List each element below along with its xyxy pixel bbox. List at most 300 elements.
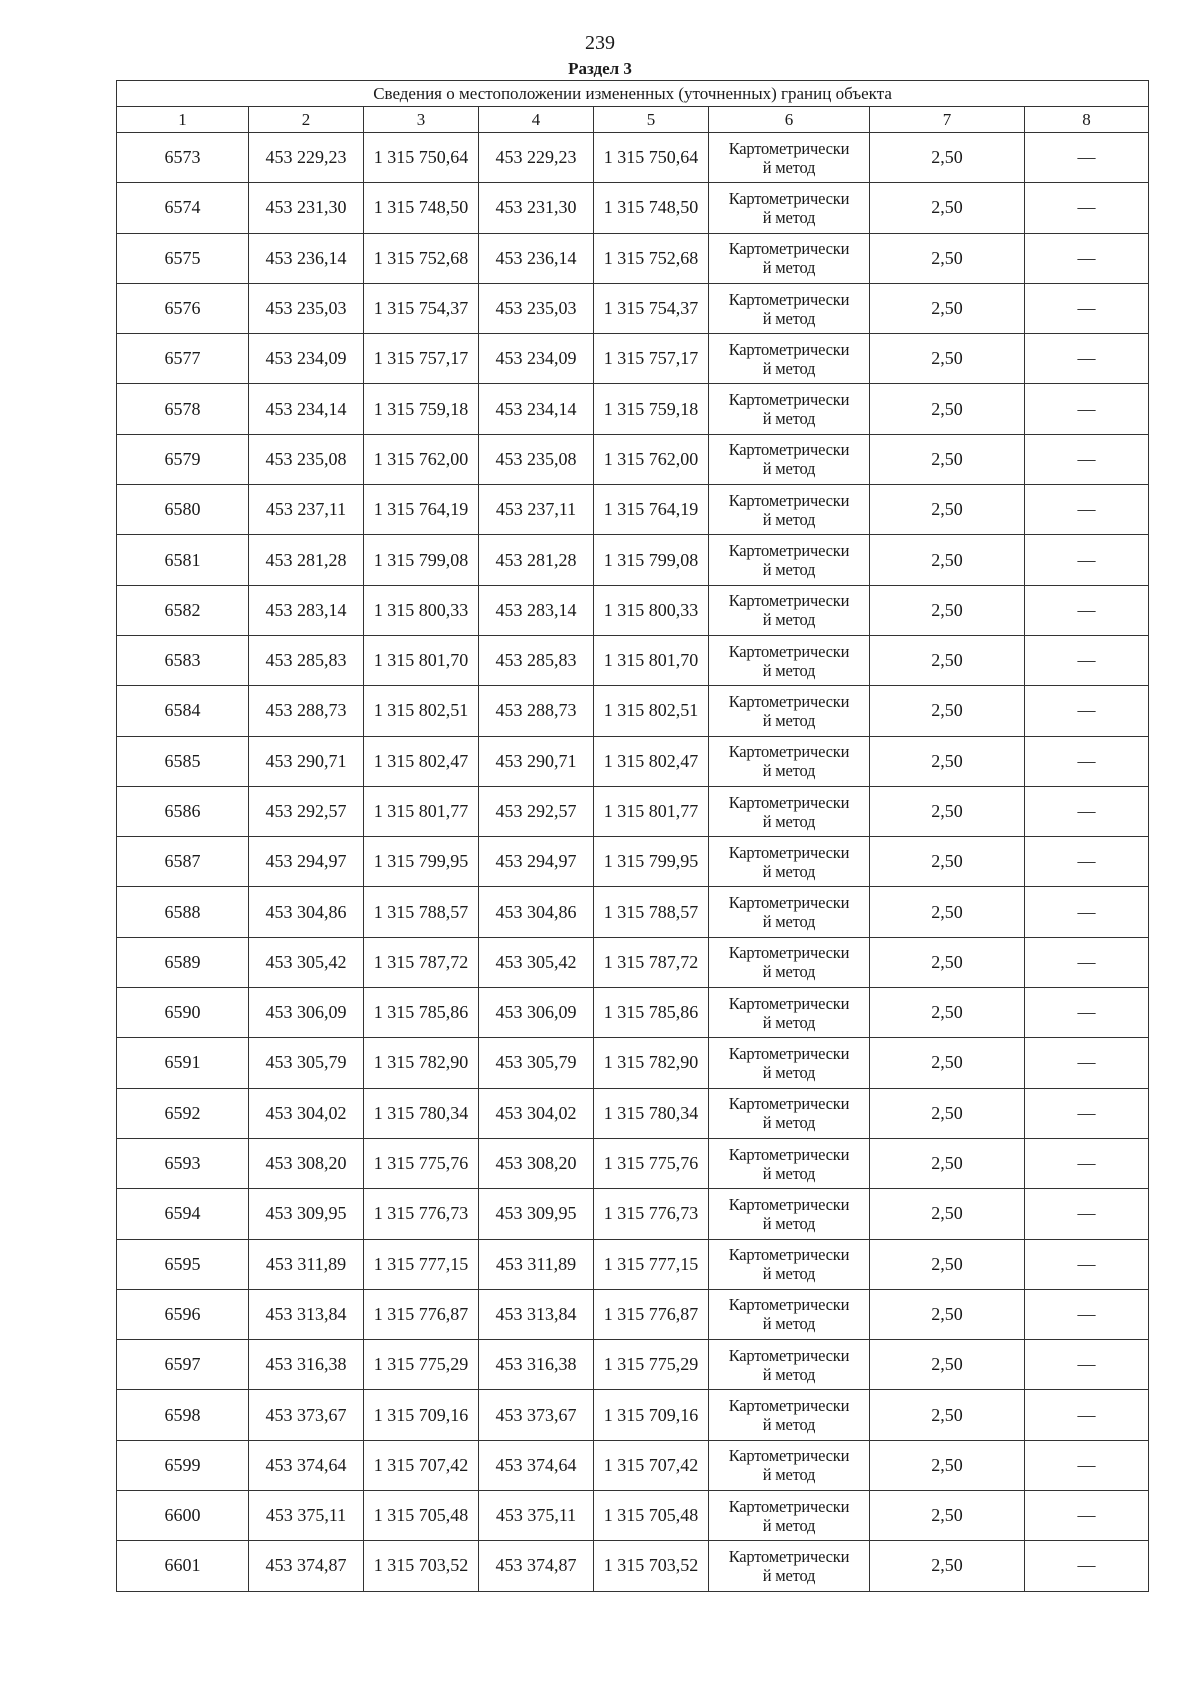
y-refined-cell: 1 315 748,50 <box>594 183 709 233</box>
precision-cell: 2,50 <box>870 1038 1025 1088</box>
y-refined-cell: 1 315 787,72 <box>594 937 709 987</box>
y-existing-cell: 1 315 787,72 <box>364 937 479 987</box>
y-existing-cell: 1 315 788,57 <box>364 887 479 937</box>
empty-mark-cell: — <box>1025 1491 1149 1541</box>
y-refined-cell: 1 315 776,87 <box>594 1289 709 1339</box>
y-existing-cell: 1 315 782,90 <box>364 1038 479 1088</box>
x-existing-cell: 453 234,14 <box>249 384 364 434</box>
table-row <box>117 1189 1149 1239</box>
method-cell <box>709 233 870 283</box>
empty-mark-cell: — <box>1025 837 1149 887</box>
x-refined-cell: 453 281,28 <box>479 535 594 585</box>
point-number-cell: 6594 <box>117 1189 249 1239</box>
x-refined-cell: 453 235,03 <box>479 283 594 333</box>
y-refined-cell: 1 315 782,90 <box>594 1038 709 1088</box>
precision-cell: 2,50 <box>870 535 1025 585</box>
method-line-1: Картометрически <box>728 289 850 309</box>
method-line-2: й метод <box>762 409 816 429</box>
method-cell <box>709 1038 870 1088</box>
method-line-2: й метод <box>762 207 816 227</box>
precision-cell: 2,50 <box>870 937 1025 987</box>
precision-cell: 2,50 <box>870 988 1025 1038</box>
y-refined-cell: 1 315 775,29 <box>594 1340 709 1390</box>
table-row <box>117 686 1149 736</box>
method-line-1: Картометрически <box>728 490 850 510</box>
precision-cell: 2,50 <box>870 1440 1025 1490</box>
column-header: 2 <box>249 107 364 133</box>
method-line-2: й метод <box>762 1565 816 1585</box>
x-existing-cell: 453 304,02 <box>249 1088 364 1138</box>
method-cell <box>709 1239 870 1289</box>
column-header: 7 <box>870 107 1025 133</box>
table-row <box>117 434 1149 484</box>
x-existing-cell: 453 313,84 <box>249 1289 364 1339</box>
method-line-1: Картометрически <box>728 1245 850 1265</box>
method-cell <box>709 1189 870 1239</box>
method-line-1: Картометрически <box>728 1043 850 1063</box>
y-refined-cell: 1 315 757,17 <box>594 334 709 384</box>
empty-mark-cell: — <box>1025 686 1149 736</box>
method-line-1: Картометрически <box>728 591 850 611</box>
empty-mark-cell: — <box>1025 1189 1149 1239</box>
method-cell <box>709 635 870 685</box>
section-title: Раздел 3 <box>568 59 632 78</box>
empty-mark-cell: — <box>1025 736 1149 786</box>
x-existing-cell: 453 374,87 <box>249 1541 364 1591</box>
x-existing-cell: 453 281,28 <box>249 535 364 585</box>
x-existing-cell: 453 237,11 <box>249 485 364 535</box>
precision-cell: 2,50 <box>870 837 1025 887</box>
empty-mark-cell: — <box>1025 485 1149 535</box>
y-existing-cell: 1 315 776,73 <box>364 1189 479 1239</box>
precision-cell: 2,50 <box>870 233 1025 283</box>
table-row <box>117 133 1149 183</box>
method-cell <box>709 1541 870 1591</box>
x-refined-cell: 453 306,09 <box>479 988 594 1038</box>
table-row <box>117 1440 1149 1490</box>
table-row <box>117 635 1149 685</box>
method-line-1: Картометрически <box>728 188 850 208</box>
precision-cell: 2,50 <box>870 1239 1025 1289</box>
x-existing-cell: 453 308,20 <box>249 1138 364 1188</box>
x-existing-cell: 453 283,14 <box>249 585 364 635</box>
y-existing-cell: 1 315 764,19 <box>364 485 479 535</box>
method-cell <box>709 1138 870 1188</box>
point-number-cell: 6578 <box>117 384 249 434</box>
x-refined-cell: 453 283,14 <box>479 585 594 635</box>
y-refined-cell: 1 315 762,00 <box>594 434 709 484</box>
method-line-2: й метод <box>762 1415 816 1435</box>
method-line-1: Картометрически <box>728 1295 850 1315</box>
point-number-cell: 6598 <box>117 1390 249 1440</box>
empty-mark-cell: — <box>1025 384 1149 434</box>
y-existing-cell: 1 315 752,68 <box>364 233 479 283</box>
table-row <box>117 585 1149 635</box>
y-existing-cell: 1 315 780,34 <box>364 1088 479 1138</box>
point-number-cell: 6576 <box>117 283 249 333</box>
method-line-2: й метод <box>762 258 816 278</box>
table-row <box>117 1491 1149 1541</box>
table-row <box>117 1340 1149 1390</box>
x-existing-cell: 453 288,73 <box>249 686 364 736</box>
empty-mark-cell: — <box>1025 1038 1149 1088</box>
y-existing-cell: 1 315 775,29 <box>364 1340 479 1390</box>
method-cell <box>709 1088 870 1138</box>
precision-cell: 2,50 <box>870 686 1025 736</box>
empty-mark-cell: — <box>1025 937 1149 987</box>
empty-mark-cell: — <box>1025 434 1149 484</box>
method-line-2: й метод <box>762 358 816 378</box>
x-existing-cell: 453 309,95 <box>249 1189 364 1239</box>
y-refined-cell: 1 315 788,57 <box>594 887 709 937</box>
method-line-1: Картометрически <box>728 842 850 862</box>
method-cell <box>709 485 870 535</box>
method-line-1: Картометрически <box>728 1496 850 1516</box>
x-refined-cell: 453 375,11 <box>479 1491 594 1541</box>
precision-cell: 2,50 <box>870 1289 1025 1339</box>
empty-mark-cell: — <box>1025 1239 1149 1289</box>
method-line-2: й метод <box>762 660 816 680</box>
method-cell <box>709 887 870 937</box>
y-existing-cell: 1 315 754,37 <box>364 283 479 333</box>
y-refined-cell: 1 315 785,86 <box>594 988 709 1038</box>
point-number-cell: 6592 <box>117 1088 249 1138</box>
y-refined-cell: 1 315 799,08 <box>594 535 709 585</box>
method-line-2: й метод <box>762 610 816 630</box>
table-body <box>117 133 1149 1592</box>
method-cell <box>709 1289 870 1339</box>
precision-cell: 2,50 <box>870 1491 1025 1541</box>
method-line-2: й метод <box>762 459 816 479</box>
table-row <box>117 1138 1149 1188</box>
y-refined-cell: 1 315 709,16 <box>594 1390 709 1440</box>
method-cell <box>709 434 870 484</box>
y-refined-cell: 1 315 752,68 <box>594 233 709 283</box>
precision-cell: 2,50 <box>870 887 1025 937</box>
method-line-1: Картометрически <box>728 993 850 1013</box>
empty-mark-cell: — <box>1025 887 1149 937</box>
y-existing-cell: 1 315 776,87 <box>364 1289 479 1339</box>
x-refined-cell: 453 235,08 <box>479 434 594 484</box>
method-line-1: Картометрически <box>728 339 850 359</box>
column-header: 5 <box>594 107 709 133</box>
y-existing-cell: 1 315 801,77 <box>364 786 479 836</box>
method-line-2: й метод <box>762 1163 816 1183</box>
precision-cell: 2,50 <box>870 283 1025 333</box>
method-cell <box>709 937 870 987</box>
y-existing-cell: 1 315 775,76 <box>364 1138 479 1188</box>
method-line-2: й метод <box>762 1213 816 1233</box>
x-refined-cell: 453 229,23 <box>479 133 594 183</box>
point-number-cell: 6585 <box>117 736 249 786</box>
precision-cell: 2,50 <box>870 1541 1025 1591</box>
point-number-cell: 6590 <box>117 988 249 1038</box>
column-number-row <box>117 107 1149 133</box>
x-refined-cell: 453 236,14 <box>479 233 594 283</box>
empty-mark-cell: — <box>1025 1440 1149 1490</box>
x-existing-cell: 453 229,23 <box>249 133 364 183</box>
method-cell <box>709 1340 870 1390</box>
x-existing-cell: 453 235,08 <box>249 434 364 484</box>
method-line-2: й метод <box>762 811 816 831</box>
method-cell <box>709 1440 870 1490</box>
x-refined-cell: 453 374,64 <box>479 1440 594 1490</box>
table-row <box>117 283 1149 333</box>
x-refined-cell: 453 231,30 <box>479 183 594 233</box>
point-number-cell: 6593 <box>117 1138 249 1188</box>
y-refined-cell: 1 315 802,51 <box>594 686 709 736</box>
method-line-1: Картометрически <box>728 1094 850 1114</box>
point-number-cell: 6587 <box>117 837 249 887</box>
precision-cell: 2,50 <box>870 334 1025 384</box>
table-row <box>117 535 1149 585</box>
method-line-2: й метод <box>762 1364 816 1384</box>
empty-mark-cell: — <box>1025 334 1149 384</box>
empty-mark-cell: — <box>1025 1541 1149 1591</box>
point-number-cell: 6573 <box>117 133 249 183</box>
empty-mark-cell: — <box>1025 535 1149 585</box>
table-caption: Сведения о местоположении измененных (уточненных) границ объекта <box>117 81 1149 107</box>
empty-mark-cell: — <box>1025 283 1149 333</box>
y-refined-cell: 1 315 780,34 <box>594 1088 709 1138</box>
y-refined-cell: 1 315 764,19 <box>594 485 709 535</box>
y-existing-cell: 1 315 800,33 <box>364 585 479 635</box>
method-line-1: Картометрически <box>728 641 850 661</box>
empty-mark-cell: — <box>1025 183 1149 233</box>
y-refined-cell: 1 315 800,33 <box>594 585 709 635</box>
precision-cell: 2,50 <box>870 384 1025 434</box>
method-line-1: Картометрически <box>728 1144 850 1164</box>
method-line-1: Картометрически <box>728 239 850 259</box>
method-line-2: й метод <box>762 509 816 529</box>
point-number-cell: 6582 <box>117 585 249 635</box>
y-existing-cell: 1 315 748,50 <box>364 183 479 233</box>
table-row <box>117 786 1149 836</box>
x-refined-cell: 453 316,38 <box>479 1340 594 1390</box>
column-header: 1 <box>117 107 249 133</box>
y-existing-cell: 1 315 757,17 <box>364 334 479 384</box>
method-line-2: й метод <box>762 1515 816 1535</box>
method-line-1: Картометрически <box>728 1345 850 1365</box>
method-cell <box>709 183 870 233</box>
column-header: 6 <box>709 107 870 133</box>
x-existing-cell: 453 235,03 <box>249 283 364 333</box>
x-refined-cell: 453 288,73 <box>479 686 594 736</box>
x-refined-cell: 453 304,02 <box>479 1088 594 1138</box>
y-existing-cell: 1 315 707,42 <box>364 1440 479 1490</box>
method-line-1: Картометрически <box>728 390 850 410</box>
point-number-cell: 6596 <box>117 1289 249 1339</box>
column-header: 8 <box>1025 107 1149 133</box>
x-existing-cell: 453 290,71 <box>249 736 364 786</box>
y-existing-cell: 1 315 799,08 <box>364 535 479 585</box>
precision-cell: 2,50 <box>870 183 1025 233</box>
x-existing-cell: 453 292,57 <box>249 786 364 836</box>
x-existing-cell: 453 374,64 <box>249 1440 364 1490</box>
method-cell <box>709 736 870 786</box>
x-refined-cell: 453 234,09 <box>479 334 594 384</box>
y-existing-cell: 1 315 802,47 <box>364 736 479 786</box>
table-row <box>117 233 1149 283</box>
method-line-2: й метод <box>762 861 816 881</box>
point-number-cell: 6577 <box>117 334 249 384</box>
method-cell <box>709 786 870 836</box>
method-line-2: й метод <box>762 962 816 982</box>
table-row <box>117 988 1149 1038</box>
x-existing-cell: 453 311,89 <box>249 1239 364 1289</box>
x-refined-cell: 453 374,87 <box>479 1541 594 1591</box>
x-refined-cell: 453 237,11 <box>479 485 594 535</box>
x-existing-cell: 453 285,83 <box>249 635 364 685</box>
x-refined-cell: 453 234,14 <box>479 384 594 434</box>
x-refined-cell: 453 313,84 <box>479 1289 594 1339</box>
empty-mark-cell: — <box>1025 1138 1149 1188</box>
method-line-2: й метод <box>762 308 816 328</box>
empty-mark-cell: — <box>1025 1088 1149 1138</box>
point-number-cell: 6583 <box>117 635 249 685</box>
x-refined-cell: 453 304,86 <box>479 887 594 937</box>
empty-mark-cell: — <box>1025 635 1149 685</box>
point-number-cell: 6581 <box>117 535 249 585</box>
x-refined-cell: 453 305,42 <box>479 937 594 987</box>
table-row <box>117 1390 1149 1440</box>
column-header: 3 <box>364 107 479 133</box>
precision-cell: 2,50 <box>870 1088 1025 1138</box>
point-number-cell: 6595 <box>117 1239 249 1289</box>
y-refined-cell: 1 315 754,37 <box>594 283 709 333</box>
method-cell <box>709 837 870 887</box>
x-existing-cell: 453 375,11 <box>249 1491 364 1541</box>
point-number-cell: 6601 <box>117 1541 249 1591</box>
point-number-cell: 6579 <box>117 434 249 484</box>
empty-mark-cell: — <box>1025 233 1149 283</box>
x-refined-cell: 453 309,95 <box>479 1189 594 1239</box>
y-existing-cell: 1 315 709,16 <box>364 1390 479 1440</box>
point-number-cell: 6591 <box>117 1038 249 1088</box>
method-line-1: Картометрически <box>728 691 850 711</box>
method-cell <box>709 334 870 384</box>
y-existing-cell: 1 315 777,15 <box>364 1239 479 1289</box>
method-cell <box>709 535 870 585</box>
x-refined-cell: 453 373,67 <box>479 1390 594 1440</box>
table-row <box>117 937 1149 987</box>
method-cell <box>709 384 870 434</box>
table-row <box>117 334 1149 384</box>
point-number-cell: 6600 <box>117 1491 249 1541</box>
x-refined-cell: 453 308,20 <box>479 1138 594 1188</box>
method-line-1: Картометрически <box>728 943 850 963</box>
precision-cell: 2,50 <box>870 585 1025 635</box>
precision-cell: 2,50 <box>870 133 1025 183</box>
method-line-2: й метод <box>762 560 816 580</box>
method-cell <box>709 585 870 635</box>
y-refined-cell: 1 315 703,52 <box>594 1541 709 1591</box>
y-refined-cell: 1 315 799,95 <box>594 837 709 887</box>
method-line-2: й метод <box>762 1314 816 1334</box>
point-number-cell: 6599 <box>117 1440 249 1490</box>
point-number-cell: 6597 <box>117 1340 249 1390</box>
method-line-1: Картометрически <box>728 1396 850 1416</box>
x-existing-cell: 453 304,86 <box>249 887 364 937</box>
table-row <box>117 1541 1149 1591</box>
x-existing-cell: 453 231,30 <box>249 183 364 233</box>
precision-cell: 2,50 <box>870 434 1025 484</box>
empty-mark-cell: — <box>1025 133 1149 183</box>
point-number-cell: 6589 <box>117 937 249 987</box>
y-refined-cell: 1 315 776,73 <box>594 1189 709 1239</box>
x-refined-cell: 453 290,71 <box>479 736 594 786</box>
point-number-cell: 6588 <box>117 887 249 937</box>
y-refined-cell: 1 315 705,48 <box>594 1491 709 1541</box>
coordinates-table <box>116 80 1149 1592</box>
table-row <box>117 837 1149 887</box>
point-number-cell: 6584 <box>117 686 249 736</box>
y-refined-cell: 1 315 777,15 <box>594 1239 709 1289</box>
y-refined-cell: 1 315 801,70 <box>594 635 709 685</box>
method-line-2: й метод <box>762 1113 816 1133</box>
table-row <box>117 887 1149 937</box>
point-number-cell: 6574 <box>117 183 249 233</box>
y-existing-cell: 1 315 799,95 <box>364 837 479 887</box>
x-refined-cell: 453 311,89 <box>479 1239 594 1289</box>
y-refined-cell: 1 315 802,47 <box>594 736 709 786</box>
empty-mark-cell: — <box>1025 1340 1149 1390</box>
empty-mark-cell: — <box>1025 786 1149 836</box>
x-refined-cell: 453 285,83 <box>479 635 594 685</box>
x-existing-cell: 453 294,97 <box>249 837 364 887</box>
y-refined-cell: 1 315 801,77 <box>594 786 709 836</box>
table-row <box>117 1289 1149 1339</box>
point-number-cell: 6580 <box>117 485 249 535</box>
point-number-cell: 6575 <box>117 233 249 283</box>
table-row <box>117 183 1149 233</box>
x-refined-cell: 453 292,57 <box>479 786 594 836</box>
method-cell <box>709 1491 870 1541</box>
y-existing-cell: 1 315 759,18 <box>364 384 479 434</box>
column-header: 4 <box>479 107 594 133</box>
point-number-cell: 6586 <box>117 786 249 836</box>
method-line-1: Картометрически <box>728 1194 850 1214</box>
x-existing-cell: 453 305,42 <box>249 937 364 987</box>
method-line-1: Картометрически <box>728 138 850 158</box>
method-cell <box>709 1390 870 1440</box>
method-line-2: й метод <box>762 1465 816 1485</box>
precision-cell: 2,50 <box>870 485 1025 535</box>
y-refined-cell: 1 315 750,64 <box>594 133 709 183</box>
method-line-1: Картометрически <box>728 440 850 460</box>
y-existing-cell: 1 315 785,86 <box>364 988 479 1038</box>
x-existing-cell: 453 234,09 <box>249 334 364 384</box>
precision-cell: 2,50 <box>870 635 1025 685</box>
precision-cell: 2,50 <box>870 736 1025 786</box>
y-existing-cell: 1 315 703,52 <box>364 1541 479 1591</box>
y-refined-cell: 1 315 775,76 <box>594 1138 709 1188</box>
y-existing-cell: 1 315 750,64 <box>364 133 479 183</box>
method-cell <box>709 133 870 183</box>
table-row <box>117 1239 1149 1289</box>
method-line-1: Картометрически <box>728 742 850 762</box>
method-line-2: й метод <box>762 1012 816 1032</box>
precision-cell: 2,50 <box>870 786 1025 836</box>
y-existing-cell: 1 315 801,70 <box>364 635 479 685</box>
table-row <box>117 1038 1149 1088</box>
table-row <box>117 1088 1149 1138</box>
y-existing-cell: 1 315 762,00 <box>364 434 479 484</box>
y-existing-cell: 1 315 705,48 <box>364 1491 479 1541</box>
method-line-2: й метод <box>762 710 816 730</box>
precision-cell: 2,50 <box>870 1390 1025 1440</box>
method-cell <box>709 988 870 1038</box>
